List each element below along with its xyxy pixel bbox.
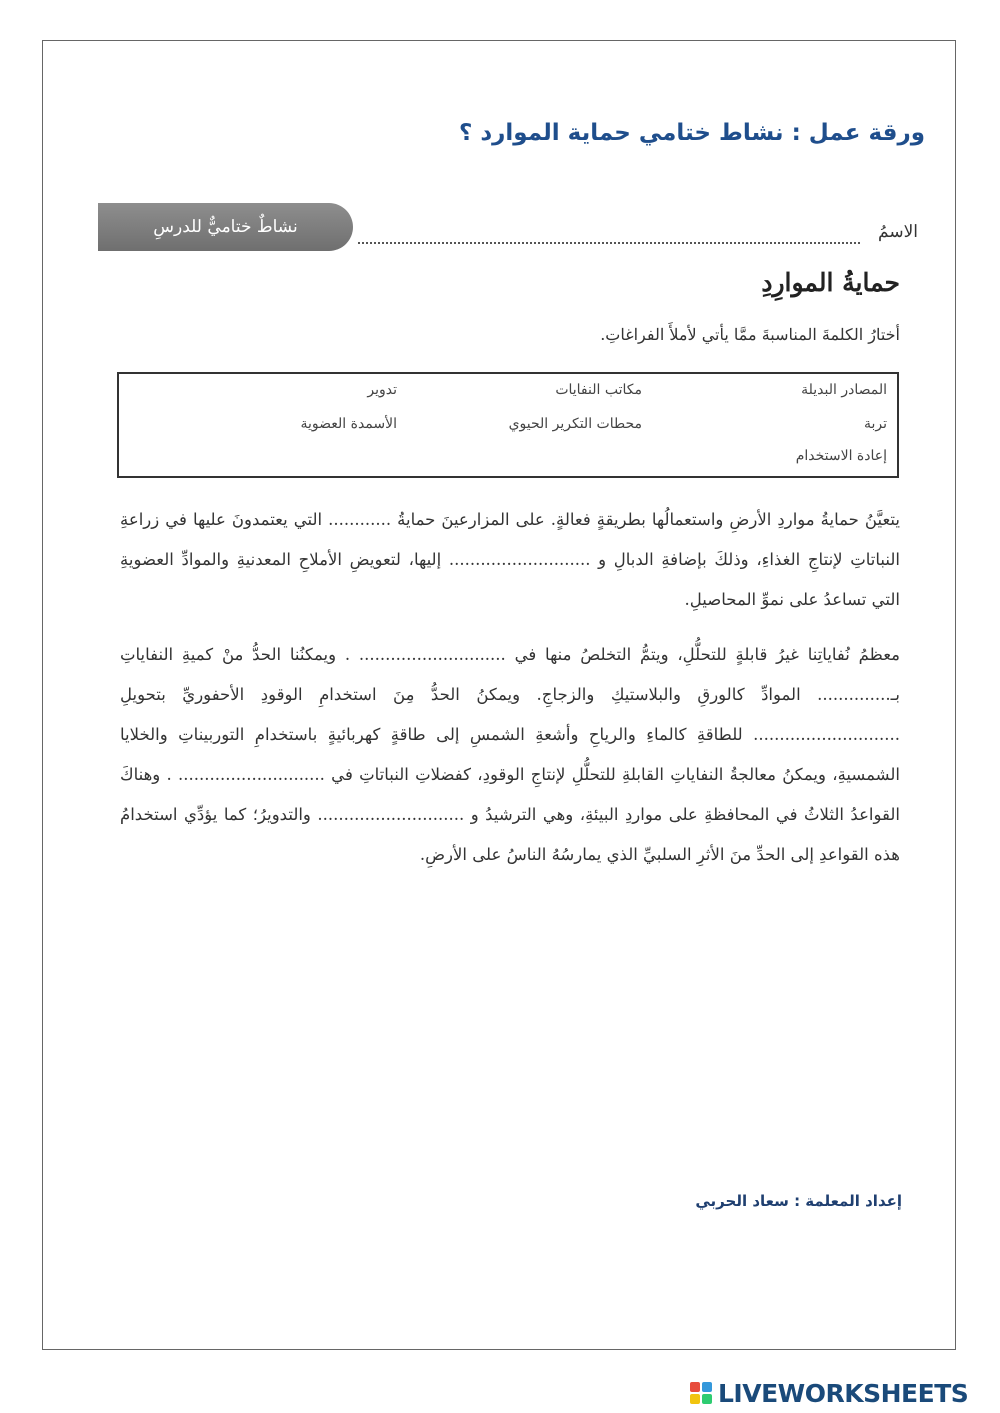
word-bank-item: الأسمدة العضوية xyxy=(300,416,397,432)
section-title: حمايةُ الموارِدِ xyxy=(761,268,900,297)
word-bank-item: تربة xyxy=(863,416,887,432)
liveworksheets-logo-icon xyxy=(690,1382,712,1404)
logo-tile xyxy=(702,1382,712,1392)
name-input-line[interactable] xyxy=(358,242,860,244)
logo-tile xyxy=(702,1394,712,1404)
paragraph-1: يتعيَّنُ حمايةُ مواردِ الأرضِ واستعمالُها بطريقةٍ فعالةٍ. على المزارعينَ حمايةُ ............ التي يعتمدونَ عليها في زراعةِ النباتاتِ لإنتاجِ الغذاءِ، وذلكَ بإضافةِ الدبالِ و ........................... إليها، لتعويضِ الأملاحِ المعدنيةِ والموادِّ العضويةِ التي تساعدُ على نموِّ المحاصيلِ. xyxy=(120,510,900,609)
logo-tile xyxy=(690,1382,700,1392)
paragraph-2: معظمُ نُفاياتِنا غيرُ قابلةٍ للتحلُّلِ، ويتمُّ التخلصُ منها في ............................ . ويمكنُنا الحدُّ منْ كميةِ النفاياتِ بـ.............. الموادِّ كالورقِ والبلاستيكِ والزجاجِ. ويمكنُ الحدُّ مِنَ استخدامِ الوقودِ الأحفوريِّ بتحويلِ ............................ للطاقةِ كالماءِ والرياحِ وأشعةِ الشمسِ إلى طاقةٍ كهربائيةٍ باستخدامِ التوربيناتِ والخلايا الشمسيةِ، ويمكنُ معالجةُ النفاياتِ القابلةِ للتحلُّلِ لإنتاجِ الوقودِ، كفضلاتِ النباتاتِ في ............................ . وهناكَ القواعدُ الثلاثُ في المحافظةِ على مواردِ البيئةِ، وهي الترشيدُ و ............................ والتدويرُ؛ كما يؤدِّي استخدامُ هذه القواعدِ إلى الحدِّ منَ الأثرِ السلبيِّ الذي يمارسُهُ الناسُ على الأرضِ. xyxy=(120,645,900,864)
instruction-text: أختارُ الكلمةَ المناسبةَ ممَّا يأتي لأملأَ الفراغاتِ. xyxy=(600,325,900,344)
name-field-row xyxy=(358,222,918,252)
name-label: الاسمُ xyxy=(878,222,918,242)
liveworksheets-brand-text: LIVEWORKSHEETS xyxy=(718,1378,969,1408)
word-bank-item: المصادر البديلة xyxy=(801,382,887,398)
author-credit: إعداد المعلمة : سعاد الحربي xyxy=(695,1192,902,1210)
worksheet-title: ورقة عمل : نشاط ختامي حماية الموارد ؟ xyxy=(459,120,925,146)
word-bank-item: إعادة الاستخدام xyxy=(795,448,887,464)
lesson-activity-badge: نشاطٌ ختاميٌّ للدرسِ xyxy=(98,203,353,251)
word-bank-item: محطات التكرير الحيوي xyxy=(508,416,642,432)
word-bank-item: مكاتب النفايات xyxy=(555,382,642,398)
liveworksheets-logo[interactable] xyxy=(690,1378,990,1408)
word-bank-item: تدوير xyxy=(367,382,397,398)
logo-tile xyxy=(690,1394,700,1404)
word-bank-box xyxy=(117,372,899,478)
